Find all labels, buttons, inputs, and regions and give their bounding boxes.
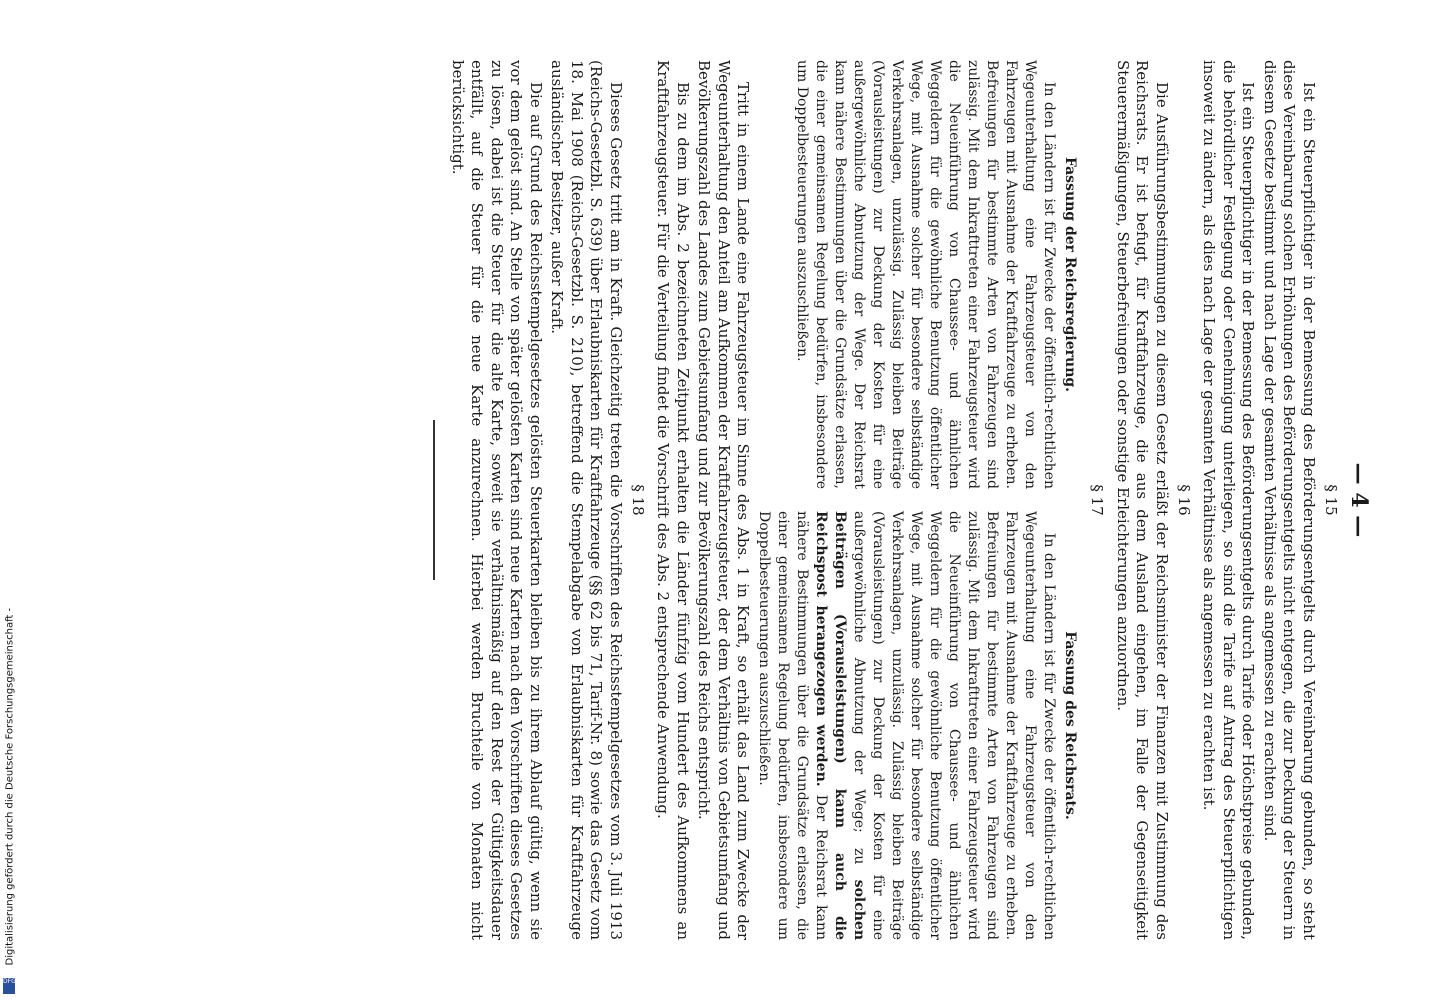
column-reichsregierung xyxy=(753,60,1083,489)
section-15-heading: § 15 xyxy=(1322,484,1340,516)
section-15-para-1: Ist ein Steuerpflichtiger in der Bemessung des Beförderungsentgelts durch Vereinbarung gebunden, so steht diese Vereinbarung solchen Erhöhungen des Beförderungsentgelts nicht entgegen, die zur Deckung der Steuern in diesem Gesetze bestimmt und nach Lage der gesamten Verhältnisse als angemessen zu erachten sind. xyxy=(1261,60,1318,940)
column-title-reichsrat: Fassung des Reichsrats. xyxy=(1062,631,1079,820)
section-18-para-1: Dieses Gesetz tritt am in Kraft. Gleichzeitig treten die Vorschriften des Reichsstempelgesetzes vom 3. Juli 1913 (Reichs-Gesetzbl. S. 639) über Erlaubniskarten für Kraftfahrzeuge (§§ 62 bis 71, Tarif-Nr. 8) sowie das Gesetz vom 18. Mai 1908 (Reichs-Gesetzbl. S. 210), betreffend die Stempelabgabe von Erlaubniskarten für Kraftfahrzeuge ausländischer Besitzer, außer Kraft. xyxy=(548,60,625,940)
section-18-para-2: Die auf Grund des Reichsstempelgesetzes gelösten Steuerkarten bleiben bis zu ihrem Ablauf gültig, wenn sie vor dem gelöst sind. An Stelle von später gelösten Karten sind neue Karten nach den Vorschriften dieses Gesetzes zu lösen, dabei ist die Steuer für die alte Karte, soweit sie verhältnismäßig auf den Rest der Gültigkeitsdauer entfällt, auf die Steuer für die neue Karte anzurechnen. Hierbei werden Bruchteile von Monaten nicht berücksichtigt. xyxy=(449,60,545,940)
digitization-notice xyxy=(0,0,18,1000)
column-text-reichsregierung: In den Ländern ist für Zwecke der öffentlich-rechtlichen Wegeunterhaltung eine Fahrzeugsteuer von den Fahrzeugen mit Ausnahme der Kraftfahrzeuge zu erheben. Befreiungen für bestimmte Arten von Fahrzeugen sind zulässig. Mit dem Inkrafttreten einer Fahrzeugsteuer wird die Neueinführung von Chaussee- und ähnlichen Weggeldern für die gewöhnliche Benutzung öffentlicher Wege, mit Ausnahme solcher für besondere selbständige Verkehrsanlagen, unzulässig. Zulässig bleiben Beiträge (Vorausleistungen) zur Deckung der Kosten für eine außergewöhnliche Abnutzung der Wege. Der Reichsrat kann nähere Bestimmungen über die Grundsätze erlassen, die einer gemeinsamen Regelung bedürfen, insbesondere um Doppelbesteuerungen auszuschließen. xyxy=(794,60,1058,489)
section-17-columns xyxy=(753,60,1083,940)
section-16-para-1: Die Ausführungsbestimmungen zu diesem Gesetz erläßt der Reichsminister der Finanzen mit Zustimmung des Reichsrats. Er ist befugt, für Kraftfahrzeuge, die aus dem Ausland eingehen, im Falle der Gegenseitigkeit Steuerermäßigungen, Steuerbefreiungen oder sonstige Erleichterungen anzuordnen. xyxy=(1114,60,1171,940)
digitization-notice-text: Digitalisierung gefördert durch die Deutsche Forschungsgemeinschaft - xyxy=(4,607,16,966)
closing-rule xyxy=(434,420,436,580)
reichsrat-text-bold: solchen Beiträgen (Vorausleistungen) kann auch die Reichspost herangezogen werden. xyxy=(813,511,868,941)
document-page xyxy=(22,20,1412,980)
section-17-heading: § 17 xyxy=(1088,484,1107,516)
section-17-para-2: Tritt in einem Lande eine Fahrzeugsteuer im Sinne des Abs. 1 in Kraft, so erhält das Land zum Zwecke der Wegeunterhaltung den Anteil am Aufkommen der Kraftfahrzeugsteuer, der dem Verhältnis von Gebietsumfang und Bevölkerungszahl des Landes zum Gebietsumfang und zur Bevölkerungszahl des Reichs entspricht. xyxy=(695,60,753,940)
section-16-heading: § 16 xyxy=(1175,484,1193,516)
reichsrat-text-a: In den Ländern ist für Zwecke der öffentlich-rechtlichen Wegeunterhaltung eine Fahrzeugsteuer von den Fahrzeugen mit Ausnahme der Kraftfahrzeuge zu erheben. Befreiungen für bestimmte Arten von Fahrzeugen sind zulässig. Mit dem Inkrafttreten einer Fahrzeugsteuer wird die Neueinführung von Chaussee- und ähnlichen Weggeldern für die gewöhnliche Benutzung öffentlicher Wege, mit Ausnahme solcher für besondere selbständige Verkehrsanlagen, unzulässig. Zulässig bleiben Beiträge (Vorausleistungen) zur Deckung der Kosten für eine außergewöhnliche Abnutzung der Wege; zu xyxy=(851,511,1058,940)
dfg-logo: DFG xyxy=(3,978,15,994)
section-15-para-2: Ist ein Steuerpflichtiger in der Bemessung des Beförderungsentgelts durch Tarife oder Höchstpreise gebunden, die behördlicher Festlegung oder Genehmigung unterliegen, so sind die Tarife auf Antrag des Steuerpflichtigen insoweit zu ändern, als dies nach Lage der gesamten Verhältnisse als angemessen zu erachten ist. xyxy=(1200,60,1258,940)
page-number: — 4 — xyxy=(1346,462,1372,538)
section-18-heading: § 18 xyxy=(629,484,647,516)
column-reichsrat xyxy=(753,511,1083,940)
column-text-reichsrat xyxy=(755,511,1059,940)
column-title-reichsregierung: Fassung der Reichsregierung. xyxy=(1062,156,1079,393)
reichsrat-text-b: Der Reichsrat kann nähere Bestimmungen über die Grundsätze erlassen, die einer gemeinsamen Regelung bedürfen, insbesondere um Doppelbesteuerungen auszuschließen. xyxy=(756,511,830,941)
section-17-para-3: Bis zu dem im Abs. 2 bezeichneten Zeitpunkt erhalten die Länder fünfzig vom Hundert des Aufkommens an Kraftfahrzeugsteuer. Für die Verteilung findet die Vorschrift des Abs. 2 entsprechende Anwendung. xyxy=(654,60,692,940)
